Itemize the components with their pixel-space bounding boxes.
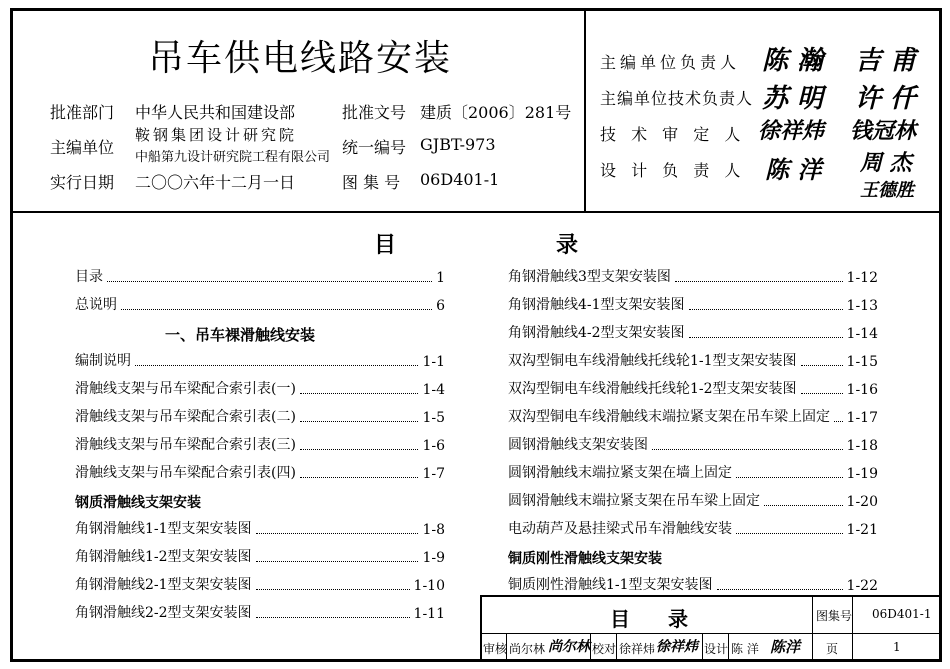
toc-entry-page: 1-16: [846, 382, 878, 398]
toc-entry-page: 1-4: [422, 382, 445, 398]
toc-entry-title: 圆钢滑触线末端拉紧支架在吊车梁上固定: [508, 493, 760, 509]
tb-page-label: 页: [826, 642, 839, 656]
toc-entry-title: 双沟型铜电车线滑触线托线轮1-1型支架安装图: [508, 353, 797, 369]
toc-leader-dots: [256, 561, 419, 562]
resp-label-1: 主编单位负责人: [600, 53, 741, 72]
tb-review-name: 尚尔林: [509, 642, 546, 656]
toc-entry-title: 目录: [75, 269, 103, 285]
toc-entry[interactable]: [508, 434, 878, 454]
toc-entry-page: 1-5: [422, 410, 445, 426]
toc-leader-dots: [300, 449, 419, 450]
toc-entry[interactable]: [508, 406, 878, 426]
toc-leader-dots: [834, 421, 843, 422]
tb-review-label: 审核: [483, 642, 508, 656]
toc-entry[interactable]: [75, 378, 445, 398]
unified-no-value: GJBT-973: [420, 135, 496, 154]
atlas-no-value: 06D401-1: [420, 170, 500, 189]
tb-atlas-label: 图集号: [816, 609, 853, 623]
header-divider: [584, 10, 586, 212]
tb-check-name: 徐祥炜: [619, 642, 656, 656]
toc-entry-page: 1-19: [846, 466, 878, 482]
toc-leader-dots: [256, 589, 410, 590]
toc-entry-page: 1: [436, 270, 445, 286]
chief-unit-label: 主编单位: [50, 138, 115, 157]
toc-section-heading: 一、吊车裸滑触线安装: [165, 326, 316, 344]
toc-entry-title: 滑触线支架与吊车梁配合索引表(三): [75, 437, 296, 453]
signature-2b: 许 仟: [855, 84, 917, 114]
tb-left-rule: [480, 595, 482, 661]
toc-leader-dots: [736, 533, 843, 534]
toc-entry[interactable]: [75, 602, 445, 622]
toc-entry-title: 角钢滑触线3型支架安装图: [508, 269, 671, 285]
toc-leader-dots: [801, 365, 843, 366]
toc-leader-dots: [801, 393, 843, 394]
toc-leader-dots: [764, 505, 843, 506]
toc-entry-title: 编制说明: [75, 353, 131, 369]
toc-entry-page: 1-21: [846, 522, 878, 538]
resp-label-2: 主编单位技术负责人: [600, 89, 754, 108]
toc-entry[interactable]: [75, 518, 445, 538]
signature-1b: 吉 甫: [855, 46, 917, 76]
toc-entry-title: 圆钢滑触线末端拉紧支架在墙上固定: [508, 465, 732, 481]
toc-entry-title: 双沟型铜电车线滑触线托线轮1-2型支架安装图: [508, 381, 797, 397]
tb-mid-rule: [480, 633, 942, 634]
toc-entry-title: 圆钢滑触线支架安装图: [508, 437, 648, 453]
toc-leader-dots: [107, 281, 432, 282]
tb-page-value: 1: [893, 640, 901, 654]
tb-div-c: [616, 633, 617, 661]
toc-leader-dots: [689, 309, 843, 310]
signature-3b: 钱冠林: [850, 118, 917, 144]
tb-review-sig: 尚尔林: [548, 639, 590, 655]
approval-doc-value: 建质〔2006〕281号: [420, 103, 572, 122]
tb-check-sig: 徐祥炜: [656, 639, 698, 655]
signature-2a: 苏 明: [762, 84, 824, 114]
toc-entry[interactable]: [75, 434, 445, 454]
toc-entry-page: 1-9: [422, 550, 445, 566]
toc-entry-title: 铜质刚性滑触线1-1型支架安装图: [508, 577, 713, 593]
approval-doc-label: 批准文号: [342, 103, 407, 122]
tb-div-e: [728, 633, 729, 661]
toc-entry[interactable]: [508, 350, 878, 370]
effective-date-label: 实行日期: [50, 173, 115, 192]
toc-entry[interactable]: [508, 266, 878, 286]
atlas-no-label: 图 集 号: [342, 173, 401, 192]
toc-entry[interactable]: [508, 518, 878, 538]
tb-top-rule: [480, 595, 942, 597]
tb-title-left: 目: [610, 607, 630, 631]
toc-entry-page: 1-22: [846, 578, 878, 594]
toc-entry-title: 角钢滑触线1-1型支架安装图: [75, 521, 252, 537]
approval-dept-label: 批准部门: [50, 103, 115, 122]
toc-leader-dots: [135, 365, 418, 366]
toc-entry-page: 1-14: [846, 326, 878, 342]
toc-heading-right: 录: [556, 232, 579, 258]
toc-entry-page: 1-7: [422, 466, 445, 482]
toc-entry[interactable]: [75, 266, 445, 286]
header-bottom-rule: [10, 211, 942, 213]
toc-leader-dots: [121, 309, 432, 310]
resp-label-4: 设 计 负 责 人: [600, 161, 746, 180]
tb-design-sig: 陈洋: [770, 638, 801, 656]
page-title: 吊车供电线路安装: [147, 38, 452, 79]
toc-subsection-heading: 钢质滑触线支架安装: [75, 495, 201, 511]
toc-leader-dots: [300, 393, 419, 394]
toc-subsection-heading: 铜质刚性滑触线支架安装: [508, 551, 662, 567]
signature-1a: 陈 瀚: [762, 46, 824, 76]
toc-entry-page: 1-8: [422, 522, 445, 538]
toc-entry[interactable]: [508, 462, 878, 482]
toc-entry-page: 6: [436, 298, 445, 314]
toc-entry-page: 1-6: [422, 438, 445, 454]
tb-design-name: 陈 洋: [731, 642, 759, 656]
chief-unit-value-1: 鞍钢集团设计研究院: [135, 126, 298, 144]
toc-entry-page: 1-17: [846, 410, 878, 426]
tb-check-label: 校对: [592, 642, 617, 656]
toc-leader-dots: [717, 589, 843, 590]
toc-leader-dots: [300, 477, 419, 478]
toc-entry-page: 1-20: [846, 494, 878, 510]
tb-title-right: 录: [668, 607, 688, 631]
toc-entry[interactable]: [508, 490, 878, 510]
toc-leader-dots: [256, 617, 410, 618]
toc-entry-title: 角钢滑触线4-1型支架安装图: [508, 297, 685, 313]
toc-entry-title: 电动葫芦及悬挂梁式吊车滑触线安装: [508, 521, 732, 537]
signature-4a: 陈 洋: [765, 155, 822, 184]
toc-entry-title: 双沟型铜电车线滑触线末端拉紧支架在吊车梁上固定: [508, 409, 830, 425]
signature-4b: 周 杰: [860, 150, 912, 176]
resp-label-3: 技 术 审 定 人: [600, 125, 746, 144]
tb-div-2: [852, 595, 853, 661]
toc-leader-dots: [652, 449, 843, 450]
toc-entry-title: 滑触线支架与吊车梁配合索引表(一): [75, 381, 296, 397]
toc-entry-title: 总说明: [75, 297, 117, 313]
toc-heading-left: 目: [374, 232, 397, 258]
toc-entry-title: 角钢滑触线2-2型支架安装图: [75, 605, 252, 621]
toc-entry[interactable]: [508, 378, 878, 398]
toc-entry-page: 1-1: [422, 354, 445, 370]
toc-entry-title: 角钢滑触线4-2型支架安装图: [508, 325, 685, 341]
toc-entry[interactable]: [75, 574, 445, 594]
toc-entry-page: 1-10: [413, 578, 445, 594]
toc-entry[interactable]: [75, 350, 445, 370]
toc-entry-page: 1-12: [846, 270, 878, 286]
signature-3a: 徐祥炜: [758, 118, 825, 144]
toc-leader-dots: [689, 337, 843, 338]
toc-entry-title: 滑触线支架与吊车梁配合索引表(二): [75, 409, 296, 425]
toc-entry-page: 1-11: [413, 606, 445, 622]
toc-entry-title: 滑触线支架与吊车梁配合索引表(四): [75, 465, 296, 481]
toc-entry[interactable]: [508, 322, 878, 342]
approval-dept-value: 中华人民共和国建设部: [135, 103, 296, 122]
toc-leader-dots: [675, 281, 843, 282]
tb-div-1: [812, 595, 813, 661]
toc-entry-page: 1-18: [846, 438, 878, 454]
toc-entry[interactable]: [75, 546, 445, 566]
tb-div-d: [702, 633, 703, 661]
tb-design-label: 设计: [704, 642, 729, 656]
tb-div-b: [590, 633, 591, 661]
toc-leader-dots: [300, 421, 419, 422]
toc-entry-page: 1-13: [846, 298, 878, 314]
toc-leader-dots: [736, 477, 843, 478]
toc-entry[interactable]: [75, 406, 445, 426]
unified-no-label: 统一编号: [342, 138, 407, 157]
toc-leader-dots: [256, 533, 419, 534]
toc-entry[interactable]: [75, 294, 445, 314]
toc-entry[interactable]: [508, 574, 878, 594]
toc-entry-title: 角钢滑触线1-2型支架安装图: [75, 549, 252, 565]
tb-atlas-value: 06D401-1: [872, 607, 932, 621]
effective-date-value: 二〇〇六年十二月一日: [135, 173, 296, 192]
signature-5: 王德胜: [860, 180, 914, 201]
toc-entry-page: 1-15: [846, 354, 878, 370]
toc-entry-title: 角钢滑触线2-1型支架安装图: [75, 577, 252, 593]
toc-entry[interactable]: [508, 294, 878, 314]
toc-entry[interactable]: [75, 462, 445, 482]
chief-unit-value-2: 中船第九设计研究院工程有限公司: [135, 150, 331, 165]
